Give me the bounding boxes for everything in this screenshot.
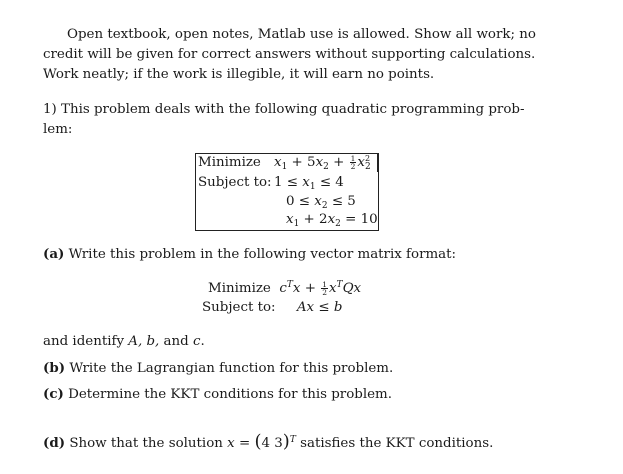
qp-formulation-box	[195, 153, 379, 231]
problem-intro-line-2: lem:	[43, 122, 73, 137]
instructions-line-1: Open textbook, open notes, Matlab use is allowed. Show all work; no	[67, 27, 536, 42]
qp-minimize-label: Minimize	[198, 155, 261, 170]
vm-subject-label: Subject to:	[202, 300, 276, 315]
part-d-solution: 4 3	[261, 436, 283, 451]
part-a-text: Write this problem in the following vector matrix format:	[68, 247, 457, 262]
part-d: (d) Show that the solution x = (4 3)$^T$ satisfies the KKT conditions.	[43, 431, 494, 452]
problem-number: 1)	[43, 102, 57, 117]
part-b-text: Write the Lagrangian function for this problem.	[69, 361, 394, 376]
part-d-suffix: satisfies the KKT conditions.	[300, 436, 494, 451]
part-d-prefix: Show that the solution	[69, 436, 228, 451]
problem-intro	[43, 100, 543, 140]
part-c-label: (c)	[43, 386, 64, 402]
part-c-text: Determine the KKT conditions for this problem.	[68, 387, 393, 402]
part-a	[43, 246, 456, 262]
part-d-label: (d)	[43, 435, 66, 451]
qp-subject-label: Subject to:	[198, 175, 272, 190]
qp-constraint-3: $x_1 + 2x_2 = 10$	[286, 212, 378, 229]
part-a-label: (a)	[43, 246, 65, 262]
qp-constraint-1: $1 \le x_1 \le 4$	[274, 175, 344, 192]
vm-minimize-label: Minimize	[208, 281, 271, 296]
qp-objective: $x_1 + 5x_2$ + $\frac{1}{2}$ $x^2_2$	[274, 154, 371, 172]
problem-intro-line-1: This problem deals with the following quadratic programming prob-	[61, 102, 525, 117]
part-b-label: (b)	[43, 360, 66, 376]
identify-vars: A, b,	[128, 334, 160, 349]
part-b	[43, 360, 393, 376]
instructions-line-2: credit will be given for correct answers without supporting calculations.	[43, 47, 536, 62]
part-c	[43, 386, 392, 402]
qp-constraint-2: $0 \le x_2 \le 5$	[286, 194, 356, 211]
vm-minimize-row: Minimize $c^Tx$ + $\frac{1}{2}$ $x^TQx$	[208, 280, 362, 297]
instructions-paragraph	[43, 25, 543, 85]
instructions-line-3: Work neatly; if the work is illegible, it will earn no points.	[43, 67, 435, 82]
vm-subject-row: Subject to: Ax ≤ b	[202, 300, 343, 315]
part-a-identify: and identify A, b, and c.	[43, 334, 205, 349]
